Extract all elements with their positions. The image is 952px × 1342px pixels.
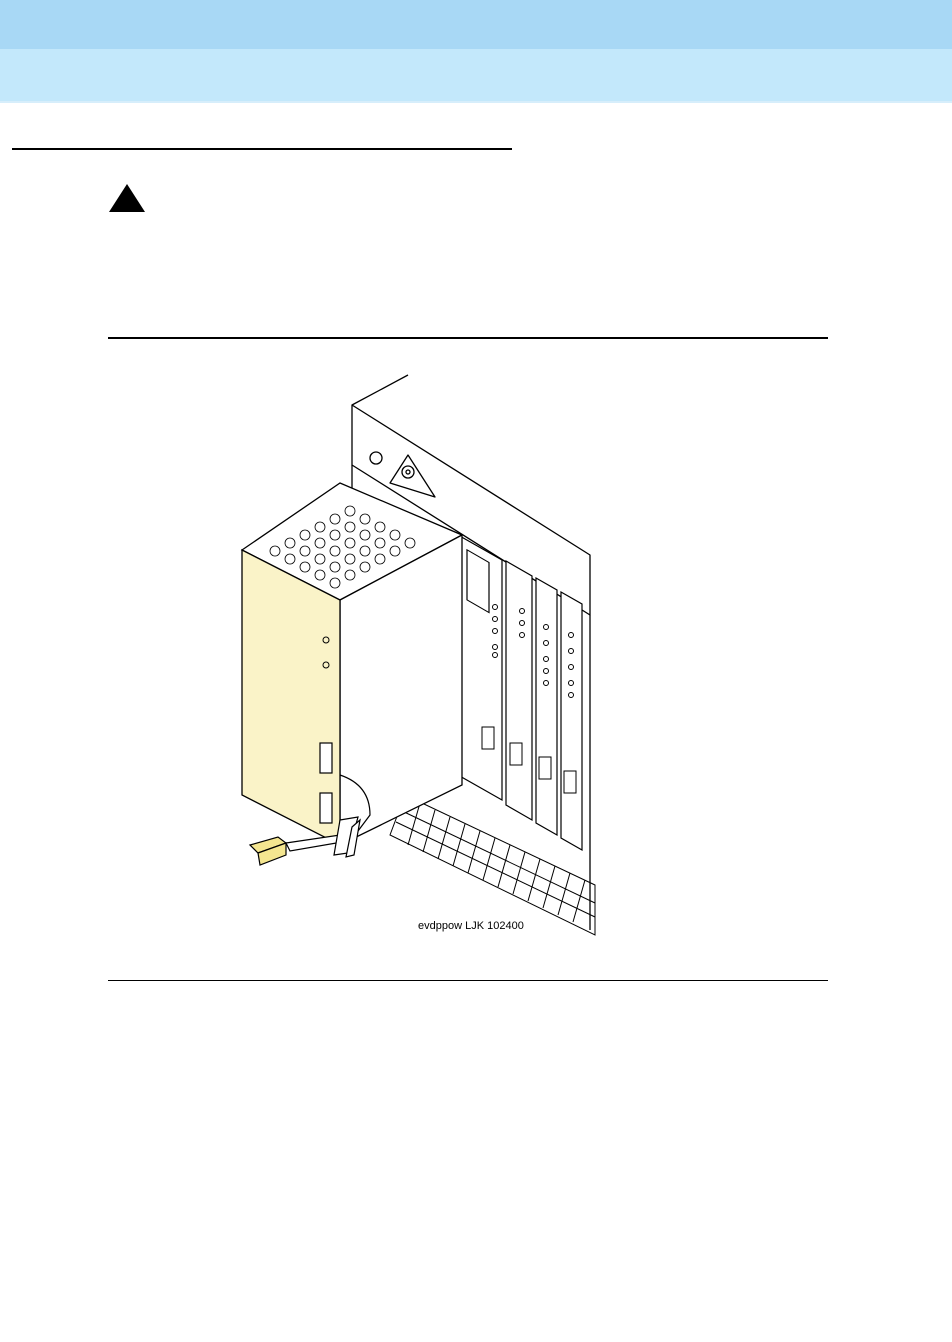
power-supply-figure (230, 365, 610, 940)
header-band-bottom (0, 49, 952, 102)
figure-bottom-rule (108, 980, 828, 981)
figure-top-rule (108, 337, 828, 339)
section-rule (12, 148, 512, 150)
figure-caption: evdppow LJK 102400 (418, 920, 524, 932)
warning-triangle-icon (108, 183, 146, 213)
header-band-top (0, 0, 952, 49)
header-band-edge (0, 101, 952, 103)
